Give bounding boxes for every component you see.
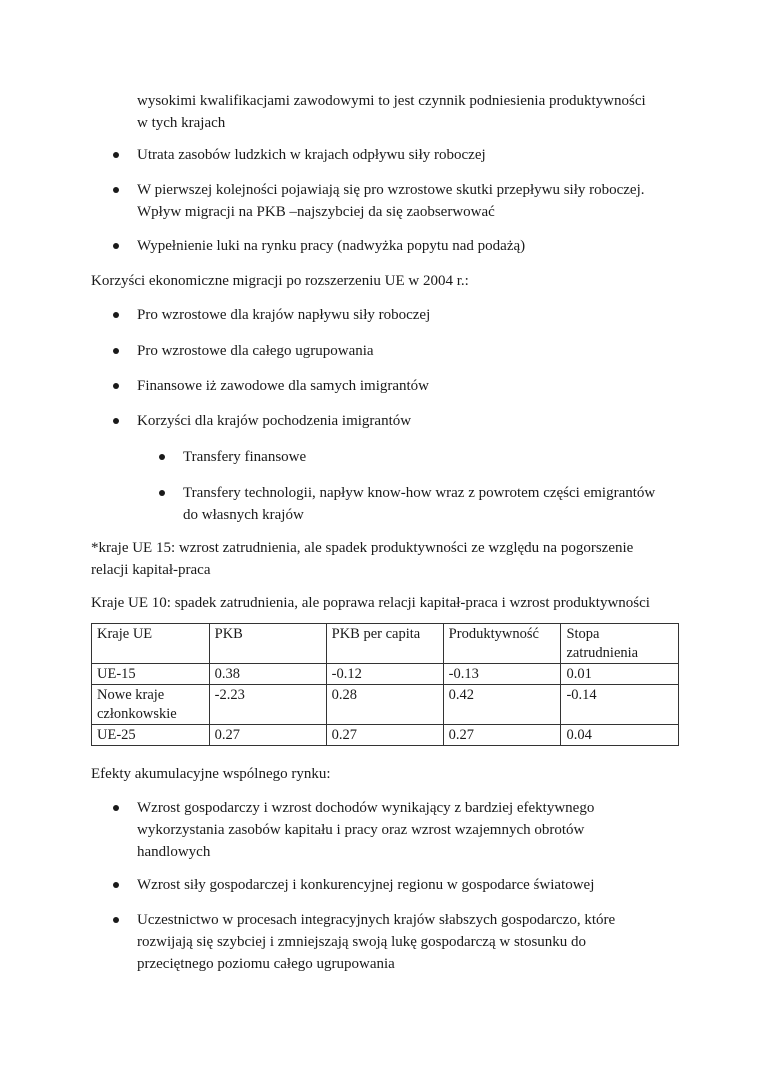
table-cell: 0.38 — [209, 664, 326, 685]
text-line: wysokimi kwalifikacjami zawodowymi to jest czynnik podniesienia produktywności — [137, 93, 646, 109]
bullet-icon — [159, 454, 165, 460]
text-line: rozwijają się szybciej i zmniejszają swoją lukę gospodarczą w stosunku do — [137, 934, 587, 950]
table-cell: 0.27 — [326, 725, 443, 746]
table-cell: 0.01 — [561, 664, 679, 685]
bullet-icon — [113, 348, 119, 354]
data-table — [91, 623, 679, 746]
section-heading-benefits: Korzyści ekonomiczne migracji po rozszerzeniu UE w 2004 r.: — [91, 273, 469, 289]
text-line: Wpływ migracji na PKB –najszybciej da się zaobserwować — [137, 204, 495, 220]
table-cell: 0.42 — [443, 685, 561, 725]
text-line: Wzrost siły gospodarczej i konkurencyjnej regionu w gospodarce światowej — [137, 877, 595, 893]
table-cell: -2.23 — [209, 685, 326, 725]
bullet-icon — [113, 152, 119, 158]
table-cell: UE-15 — [92, 664, 210, 685]
intro-continuation — [137, 90, 697, 134]
table-cell: Nowe kraje członkowskie — [92, 685, 210, 725]
bullet-icon — [113, 917, 119, 923]
text-line: Wzrost gospodarczy i wzrost dochodów wynikający z bardziej efektywnego — [137, 800, 595, 816]
text-line: W pierwszej kolejności pojawiają się pro wzrostowe skutki przepływu siły roboczej. — [137, 182, 645, 198]
table-row — [92, 685, 679, 725]
table-cell: 0.04 — [561, 725, 679, 746]
text-line: Wypełnienie luki na rynku pracy (nadwyżka popytu nad podażą) — [137, 238, 526, 254]
table-cell: 0.27 — [209, 725, 326, 746]
table-cell: UE-25 — [92, 725, 210, 746]
text-line: wykorzystania zasobów kapitału i pracy oraz wzrost wzajemnych obrotów — [137, 822, 585, 838]
bullet-icon — [113, 312, 119, 318]
text-line: Finansowe iż zawodowe dla samych imigrantów — [137, 378, 430, 394]
bullet-icon — [113, 187, 119, 193]
table-header-cell: PKB — [209, 624, 326, 664]
section-heading-effects: Efekty akumulacyjne wspólnego rynku: — [91, 766, 331, 782]
table-header-row — [92, 624, 679, 664]
text-line: w tych krajach — [137, 115, 226, 131]
text-line: Utrata zasobów ludzkich w krajach odpływu siły roboczej — [137, 147, 486, 163]
table-header-cell: Stopa zatrudnienia — [561, 624, 679, 664]
text-line: Pro wzrostowe dla krajów napływu siły roboczej — [137, 307, 431, 323]
text-line: Transfery technologii, napływ know-how wraz z powrotem części emigrantów — [183, 485, 656, 501]
table-header-cell: PKB per capita — [326, 624, 443, 664]
table-cell: -0.13 — [443, 664, 561, 685]
table-row — [92, 664, 679, 685]
table-cell: 0.27 — [443, 725, 561, 746]
bullet-icon — [113, 805, 119, 811]
text-line: relacji kapitał-praca — [91, 562, 211, 578]
text-line: Korzyści dla krajów pochodzenia imigrantów — [137, 413, 412, 429]
text-line: Pro wzrostowe dla całego ugrupowania — [137, 343, 374, 359]
table-cell: -0.12 — [326, 664, 443, 685]
bullet-icon — [113, 383, 119, 389]
text-line: Transfery finansowe — [183, 449, 307, 465]
note-ue15 — [91, 537, 691, 581]
note-ue10: Kraje UE 10: spadek zatrudnienia, ale poprawa relacji kapitał-praca i wzrost produktywności — [91, 595, 650, 611]
text-line: handlowych — [137, 844, 211, 860]
table-cell: -0.14 — [561, 685, 679, 725]
bullet-icon — [113, 882, 119, 888]
text-line: Uczestnictwo w procesach integracyjnych krajów słabszych gospodarczo, które — [137, 912, 616, 928]
bullet-icon — [159, 490, 165, 496]
table-cell: 0.28 — [326, 685, 443, 725]
text-line: *kraje UE 15: wzrost zatrudnienia, ale spadek produktywności ze względu na pogorszenie — [91, 540, 634, 556]
bullet-icon — [113, 243, 119, 249]
bullet-icon — [113, 418, 119, 424]
text-line: przeciętnego poziomu całego ugrupowania — [137, 956, 395, 972]
table-header-cell: Kraje UE — [92, 624, 210, 664]
table-row — [92, 725, 679, 746]
text-line: do własnych krajów — [183, 507, 304, 523]
table-header-cell: Produktywność — [443, 624, 561, 664]
